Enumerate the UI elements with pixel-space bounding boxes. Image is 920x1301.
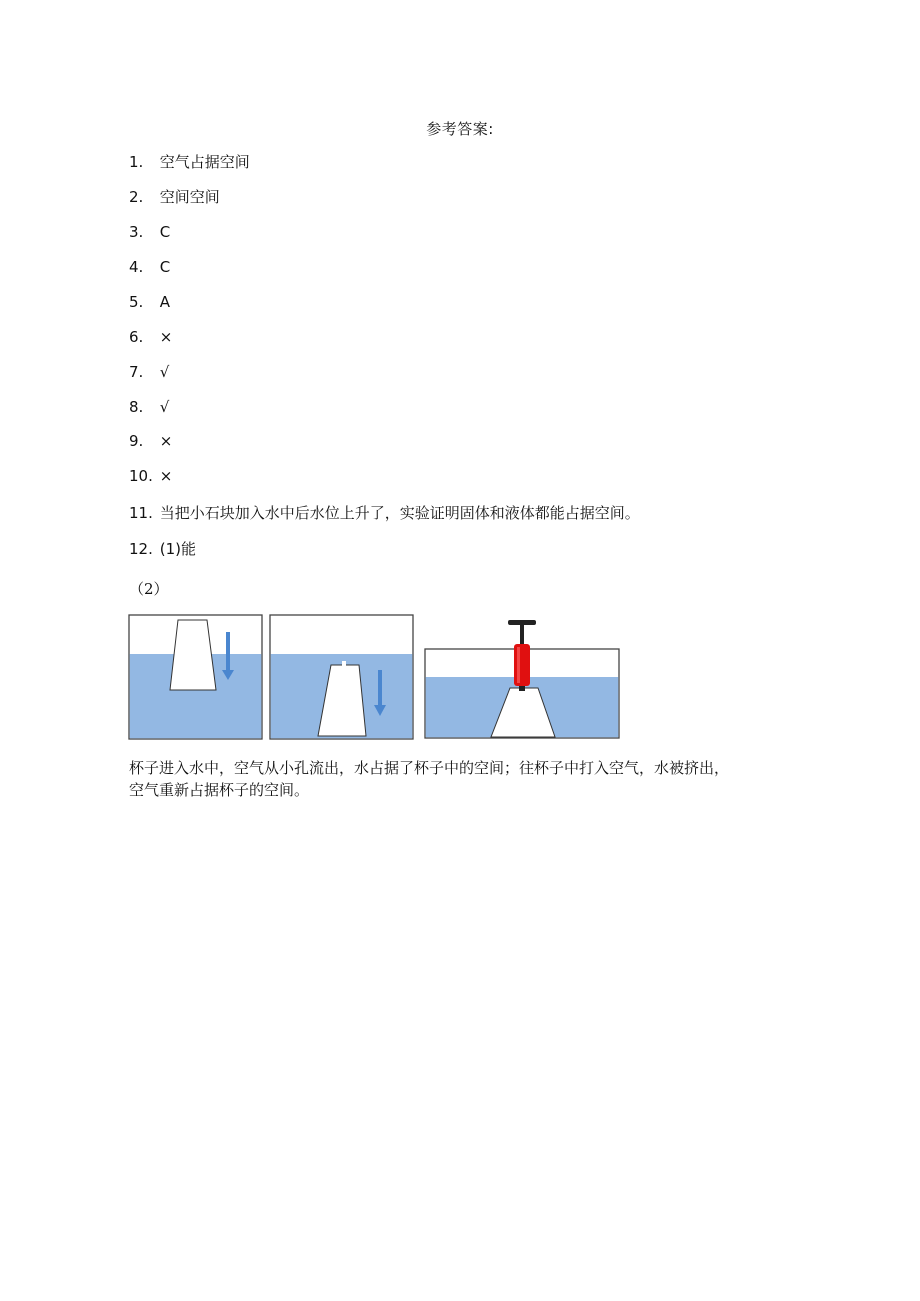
answer-4: 4. C <box>129 258 171 276</box>
answer-11: 11. 当把小石块加入水中后水位上升了，实验证明固体和液体都能占据空间。 <box>129 504 640 522</box>
answer-2: 2. 空间空间 <box>129 188 220 206</box>
figure-explanation: 杯子进入水中，空气从小孔流出，水占据了杯子中的空间；往杯子中打入空气，水被挤出， 空气重新占据杯子的空间。 <box>129 759 730 799</box>
answer-12: 12. (1)能 <box>129 540 197 558</box>
sub-question-label: （2） <box>129 580 169 598</box>
page-title: 参考答案: <box>426 120 494 138</box>
panel-cup-submerged <box>270 615 413 739</box>
answer-1: 1. 空气占据空间 <box>129 153 250 171</box>
panel-cup-entering-water <box>129 615 262 739</box>
answer-6: 6. × <box>129 328 173 346</box>
answer-10: 10. × <box>129 467 173 485</box>
answer-7: 7. √ <box>129 363 170 381</box>
answer-5: 5. A <box>129 293 171 311</box>
pump-body <box>514 644 530 686</box>
answer-8: 8. √ <box>129 398 170 416</box>
answer-3: 3. C <box>129 223 171 241</box>
answer-9: 9. × <box>129 432 173 450</box>
panel-pump-air-into-cup <box>425 620 619 738</box>
